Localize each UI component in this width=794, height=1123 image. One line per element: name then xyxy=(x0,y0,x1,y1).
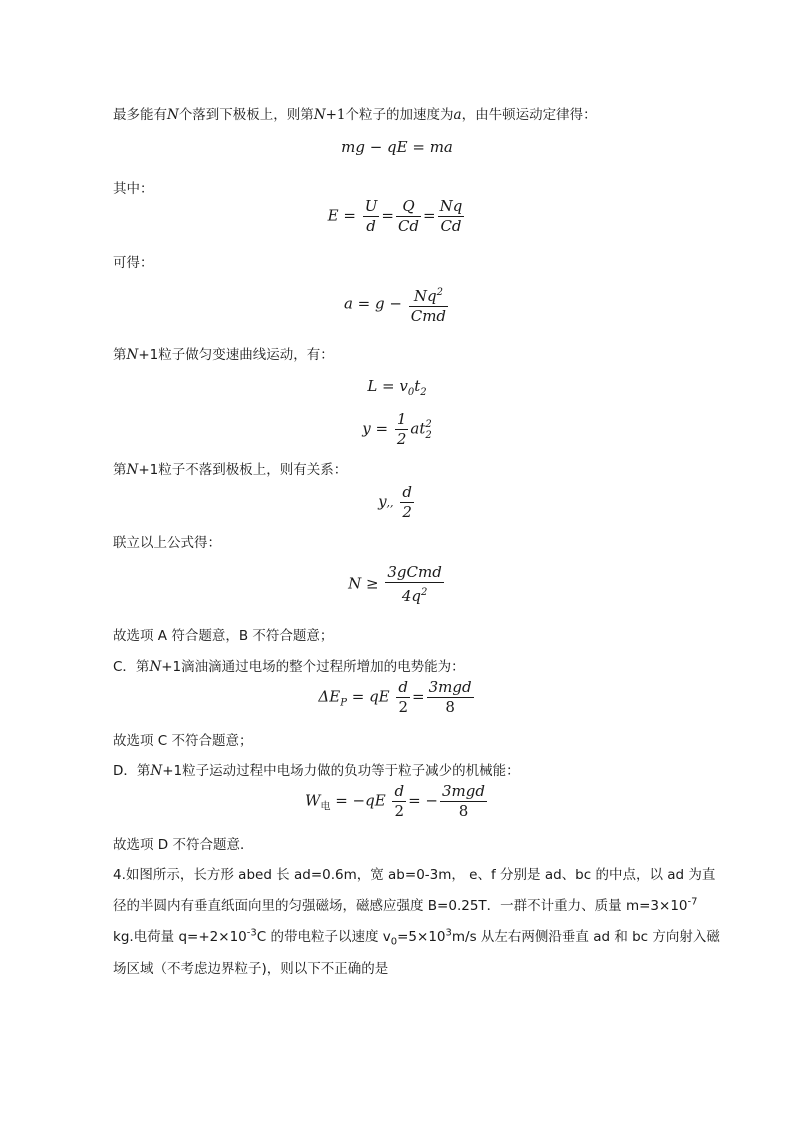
numerator: Nq xyxy=(439,197,463,215)
subscript: P xyxy=(340,697,347,709)
numerator: d xyxy=(402,483,412,501)
equation-result xyxy=(0,563,794,606)
denominator: 2 xyxy=(396,430,407,448)
denominator-text: 4q xyxy=(401,587,421,605)
fraction xyxy=(396,678,410,717)
superscript: 2 xyxy=(425,418,432,430)
text: +1滴油滴通过电场的整个过程所增加的电势能为： xyxy=(161,659,465,675)
fraction xyxy=(400,483,414,522)
paragraph-line-D xyxy=(113,759,520,779)
equation-text: = − xyxy=(408,791,438,810)
label-qizhong: 其中： xyxy=(113,181,154,197)
numerator: 3mgd xyxy=(441,782,485,800)
conclusion-2: 故选项 C 不符合题意； xyxy=(113,733,253,749)
fraction xyxy=(427,678,474,717)
numerator: 1 xyxy=(396,410,407,428)
denominator: 8 xyxy=(458,802,469,820)
fraction xyxy=(396,197,421,236)
paragraph-line-condition xyxy=(113,458,347,478)
fraction xyxy=(440,782,487,821)
subscript: 2 xyxy=(420,387,427,398)
variable-a: a xyxy=(453,107,462,123)
text: 第 xyxy=(113,347,127,363)
equation-vertical xyxy=(0,410,794,449)
numerator: d xyxy=(398,678,409,696)
equation-lhs: N ≥ xyxy=(348,574,379,593)
equation-lhs: E = xyxy=(327,206,356,225)
numerator xyxy=(409,283,448,307)
text: 个落到下极板上，则第 xyxy=(178,107,314,123)
equation-lhs: a = g − xyxy=(343,294,402,313)
equation-text: L = v xyxy=(367,377,408,395)
denominator: Cd xyxy=(397,217,420,235)
equation-newton xyxy=(0,138,794,156)
variable-N: N xyxy=(126,347,139,363)
relation: ,, xyxy=(386,496,394,510)
paragraph-line-1 xyxy=(113,103,597,123)
paragraph-line-C xyxy=(113,655,465,675)
denominator: Cmd xyxy=(410,307,447,325)
text: 最多能有 xyxy=(113,107,167,123)
fraction xyxy=(395,410,409,449)
sub-sup xyxy=(425,419,431,441)
equation-potential-energy xyxy=(0,678,794,717)
fraction xyxy=(392,782,406,821)
numerator: 3mgd xyxy=(428,678,472,696)
denominator: 2 xyxy=(394,802,405,820)
subscript: 0 xyxy=(390,936,398,948)
subscript: 电 xyxy=(320,801,331,813)
text: 个粒子的加速度为 xyxy=(345,107,454,123)
text: +1粒子做匀变速曲线运动，有： xyxy=(138,347,334,363)
question-4-line-3 xyxy=(113,925,720,948)
equation-lhs: W xyxy=(305,791,321,810)
superscript: -3 xyxy=(246,927,257,939)
superscript: -7 xyxy=(687,896,698,908)
numerator: d xyxy=(394,782,405,800)
variable-N: N xyxy=(149,659,162,675)
denominator: d xyxy=(366,217,376,235)
numerator-text: Nq xyxy=(413,287,437,305)
equation-lhs: ΔE xyxy=(318,687,341,706)
equation-horizontal xyxy=(0,377,794,398)
text: C．第 xyxy=(113,659,150,675)
subscript: 0 xyxy=(407,387,415,398)
numerator: U xyxy=(364,197,378,215)
equation-lhs: y = xyxy=(362,419,389,438)
denominator: 2 xyxy=(398,698,408,716)
text: +1粒子运动过程中电场力做的负功等于粒子减少的机械能： xyxy=(162,763,520,779)
fraction xyxy=(363,197,380,236)
numerator: Q xyxy=(396,197,421,217)
equation-acceleration xyxy=(0,283,794,326)
equation-text: mg − qE = ma xyxy=(341,138,453,156)
question-4-line-1: 4.如图所示，长方形 abed 长 ad=0.6m，宽 ab=0-3m， e、f 分别是 ad、bc 的中点，以 ad 为直 xyxy=(113,867,716,883)
conclusion-3: 故选项 D 不符合题意． xyxy=(113,837,254,853)
equation-text: at xyxy=(410,419,426,438)
variable-N: N xyxy=(126,462,139,478)
fraction xyxy=(409,283,448,326)
exponent: 2 xyxy=(421,587,428,598)
text: C 的带电粒子以速度 v xyxy=(256,929,391,945)
question-4-line-4: 场区域（不考虑边界粒子)，则以下不正确的是 xyxy=(113,961,389,977)
equation-text: = −qE xyxy=(335,791,386,810)
variable-N: N xyxy=(167,107,179,123)
label-lianli: 联立以上公式得： xyxy=(113,535,221,551)
equation-text: = qE xyxy=(351,687,390,706)
denominator: 2 xyxy=(402,503,412,521)
text: 径的半圆内有垂直纸面向里的匀强磁场，磁感应强度 B=0.25T．一群不计重力、质量 m=3×10 xyxy=(113,898,688,914)
conclusion-1: 故选项 A 符合题意，B 不符合题意； xyxy=(113,628,334,644)
question-4-line-2 xyxy=(113,894,698,914)
equation-text: t xyxy=(414,377,421,395)
variable-N: N xyxy=(150,763,163,779)
text: kg.电荷量 q=+2×10 xyxy=(113,929,247,945)
denominator: Cd xyxy=(440,217,462,235)
text: ，由牛顿运动定律得： xyxy=(461,107,597,123)
subscript: 2 xyxy=(425,429,432,441)
text: =5×10 xyxy=(397,929,446,945)
variable-N: N xyxy=(313,107,326,123)
numerator: 3gCmd xyxy=(387,563,442,581)
denominator xyxy=(385,583,443,606)
paragraph-line-curve xyxy=(113,343,334,363)
label-kede: 可得： xyxy=(113,255,154,271)
equation-text: = xyxy=(412,687,425,706)
equation-work xyxy=(0,782,794,821)
exponent: 2 xyxy=(436,287,443,298)
denominator: 8 xyxy=(445,698,455,716)
equation-lhs: y xyxy=(378,492,387,511)
superscript: 3 xyxy=(445,927,452,939)
equation-inequality xyxy=(0,483,794,522)
text: +1粒子不落到极板上，则有关系： xyxy=(138,462,348,478)
equation-field: E = $\frac{U}{d}$ = $\frac{Q}{Cd}$ = $\frac{Nq}{Cd}$ xyxy=(327,197,463,235)
fraction xyxy=(385,563,443,606)
text: 第 xyxy=(113,462,127,478)
fraction xyxy=(438,197,465,236)
text: D．第 xyxy=(113,763,151,779)
text: +1 xyxy=(325,107,346,123)
text: m/s 从左右两侧沿垂直 ad 和 bc 方向射入磁 xyxy=(451,929,720,945)
